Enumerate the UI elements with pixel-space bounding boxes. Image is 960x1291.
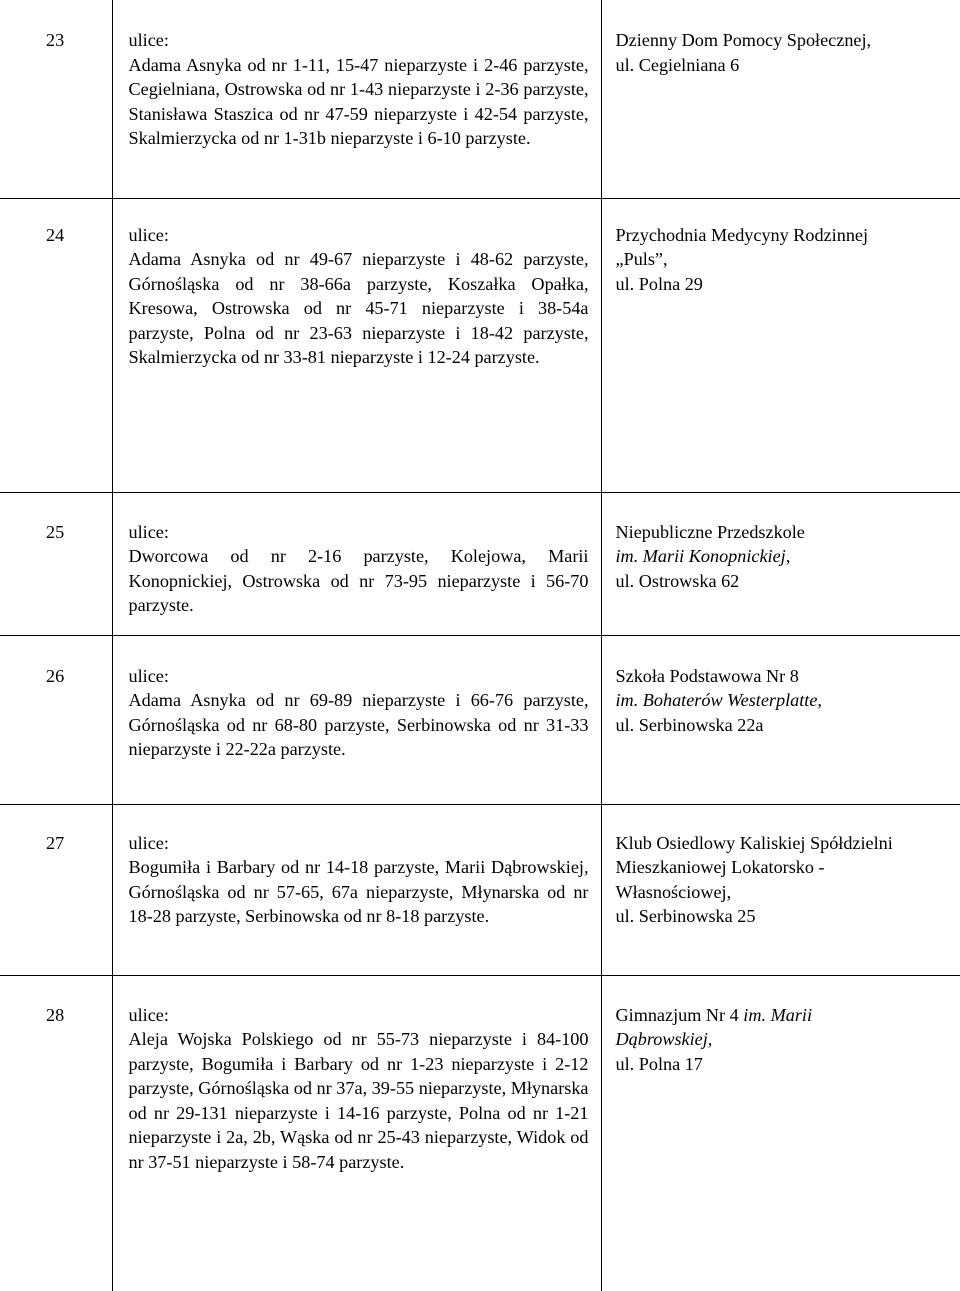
streets-description: Adama Asnyka od nr 1-11, 15-47 nieparzyste i 2-46 parzyste, Cegielniana, Ostrowska od nr 1-43 nieparzyste i 2-36 parzyste, Stanisława Staszica od nr 47-59 nieparzyste i 42-54 parzyste, Skalmierzycka od nr 1-31b nieparzyste i 6-10 parzyste. xyxy=(128,54,589,149)
institution-address: ul. Ostrowska 62 xyxy=(615,570,740,591)
district-number-cell xyxy=(0,975,112,1291)
streets-cell xyxy=(112,804,601,975)
district-number: 23 xyxy=(46,30,65,50)
institution-address: ul. Polna 29 xyxy=(615,273,703,294)
district-number-cell xyxy=(0,0,112,198)
table-row xyxy=(0,804,960,975)
streets-description: Adama Asnyka od nr 69-89 nieparzyste i 66-76 parzyste, Górnośląska od nr 68-80 parzyste, Serbinowska od nr 31-33 nieparzyste i 22-22a parzyste. xyxy=(128,690,589,760)
streets-cell xyxy=(112,975,601,1291)
streets-label: ulice: xyxy=(128,832,169,853)
institution-patron: im. Marii Konopnickiej, xyxy=(615,546,791,567)
streets-label: ulice: xyxy=(128,224,169,245)
institution-patron: im. Bohaterów Westerplatte, xyxy=(615,690,822,711)
institution-name: Niepubliczne Przedszkole xyxy=(615,521,805,542)
institution-cell xyxy=(601,635,960,804)
district-number-cell xyxy=(0,492,112,635)
district-number: 26 xyxy=(46,665,65,686)
institution-patron: im. Marii xyxy=(743,1004,813,1025)
institution-name: Gimnazjum Nr 4 xyxy=(615,1004,739,1025)
streets-label: ulice: xyxy=(128,521,169,542)
streets-cell xyxy=(112,198,601,492)
institution-name-line3: Własnościowej, xyxy=(615,881,732,902)
streets-cell xyxy=(112,0,601,198)
streets-description: Dworcowa od nr 2-16 parzyste, Kolejowa, Marii Konopnickiej, Ostrowska od nr 73-95 nieparzyste i 56-70 parzyste. xyxy=(128,546,589,616)
institution-cell xyxy=(601,975,960,1291)
institution-name: Dzienny Dom Pomocy Społecznej, xyxy=(615,30,872,50)
streets-label: ulice: xyxy=(128,665,169,686)
institution-address: ul. Serbinowska 22a xyxy=(615,714,764,735)
district-number: 24 xyxy=(46,224,65,245)
institution-name: Szkoła Podstawowa Nr 8 xyxy=(615,665,799,686)
institution-cell xyxy=(601,0,960,198)
district-number-cell xyxy=(0,635,112,804)
institution-name-line2: „Puls”, xyxy=(615,249,668,270)
streets-description: Adama Asnyka od nr 49-67 nieparzyste i 48-62 parzyste, Górnośląska od nr 38-66a parzyste, Koszałka Opałka, Kresowa, Ostrowska od nr 45-71 nieparzyste i 38-54a parzyste, Polna od nr 23-63 nieparzyste i 18-42 parzyste, Skalmierzycka od nr 33-81 nieparzyste i 12-24 parzyste. xyxy=(128,249,589,368)
institution-patron-line2: Dąbrowskiej, xyxy=(615,1029,713,1050)
institution-name: Klub Osiedlowy Kaliskiej Spółdzielni xyxy=(615,832,893,853)
institution-cell xyxy=(601,198,960,492)
table-row xyxy=(0,0,960,198)
institution-cell xyxy=(601,492,960,635)
streets-cell xyxy=(112,492,601,635)
district-number: 28 xyxy=(46,1004,65,1025)
district-number: 25 xyxy=(46,521,65,542)
table-row xyxy=(0,492,960,635)
institution-address: ul. Polna 17 xyxy=(615,1053,703,1074)
institution-address: ul. Cegielniana 6 xyxy=(615,54,740,75)
institution-name-line2: Mieszkaniowej Lokatorsko - xyxy=(615,857,825,878)
streets-cell xyxy=(112,635,601,804)
table-row xyxy=(0,198,960,492)
table-row xyxy=(0,635,960,804)
streets-label: ulice: xyxy=(128,1004,169,1025)
institution-address: ul. Serbinowska 25 xyxy=(615,906,756,927)
table-row xyxy=(0,975,960,1291)
district-number: 27 xyxy=(46,832,65,853)
streets-description: Bogumiła i Barbary od nr 14-18 parzyste, Marii Dąbrowskiej, Górnośląska od nr 57-65, 67a nieparzyste, Młynarska od nr 18-28 parzyste, Serbinowska od nr 8-18 parzyste. xyxy=(128,857,589,927)
institution-cell xyxy=(601,804,960,975)
streets-label: ulice: xyxy=(128,30,169,50)
district-number-cell xyxy=(0,198,112,492)
streets-description: Aleja Wojska Polskiego od nr 55-73 nieparzyste i 84-100 parzyste, Bogumiła i Barbary od nr 1-23 nieparzyste i 2-12 parzyste, Górnośląska od nr 37a, 39-55 nieparzyste, Młynarska od nr 29-131 nieparzyste i 14-16 parzyste, Polna od nr 1-21 nieparzyste i 2a, 2b, Wąska od nr 25-43 nieparzyste, Widok od nr 37-51 nieparzyste i 58-74 parzyste. xyxy=(128,1029,589,1173)
district-number-cell xyxy=(0,804,112,975)
institution-name: Przychodnia Medycyny Rodzinnej xyxy=(615,224,869,245)
institution-name-line xyxy=(616,1003,955,1028)
